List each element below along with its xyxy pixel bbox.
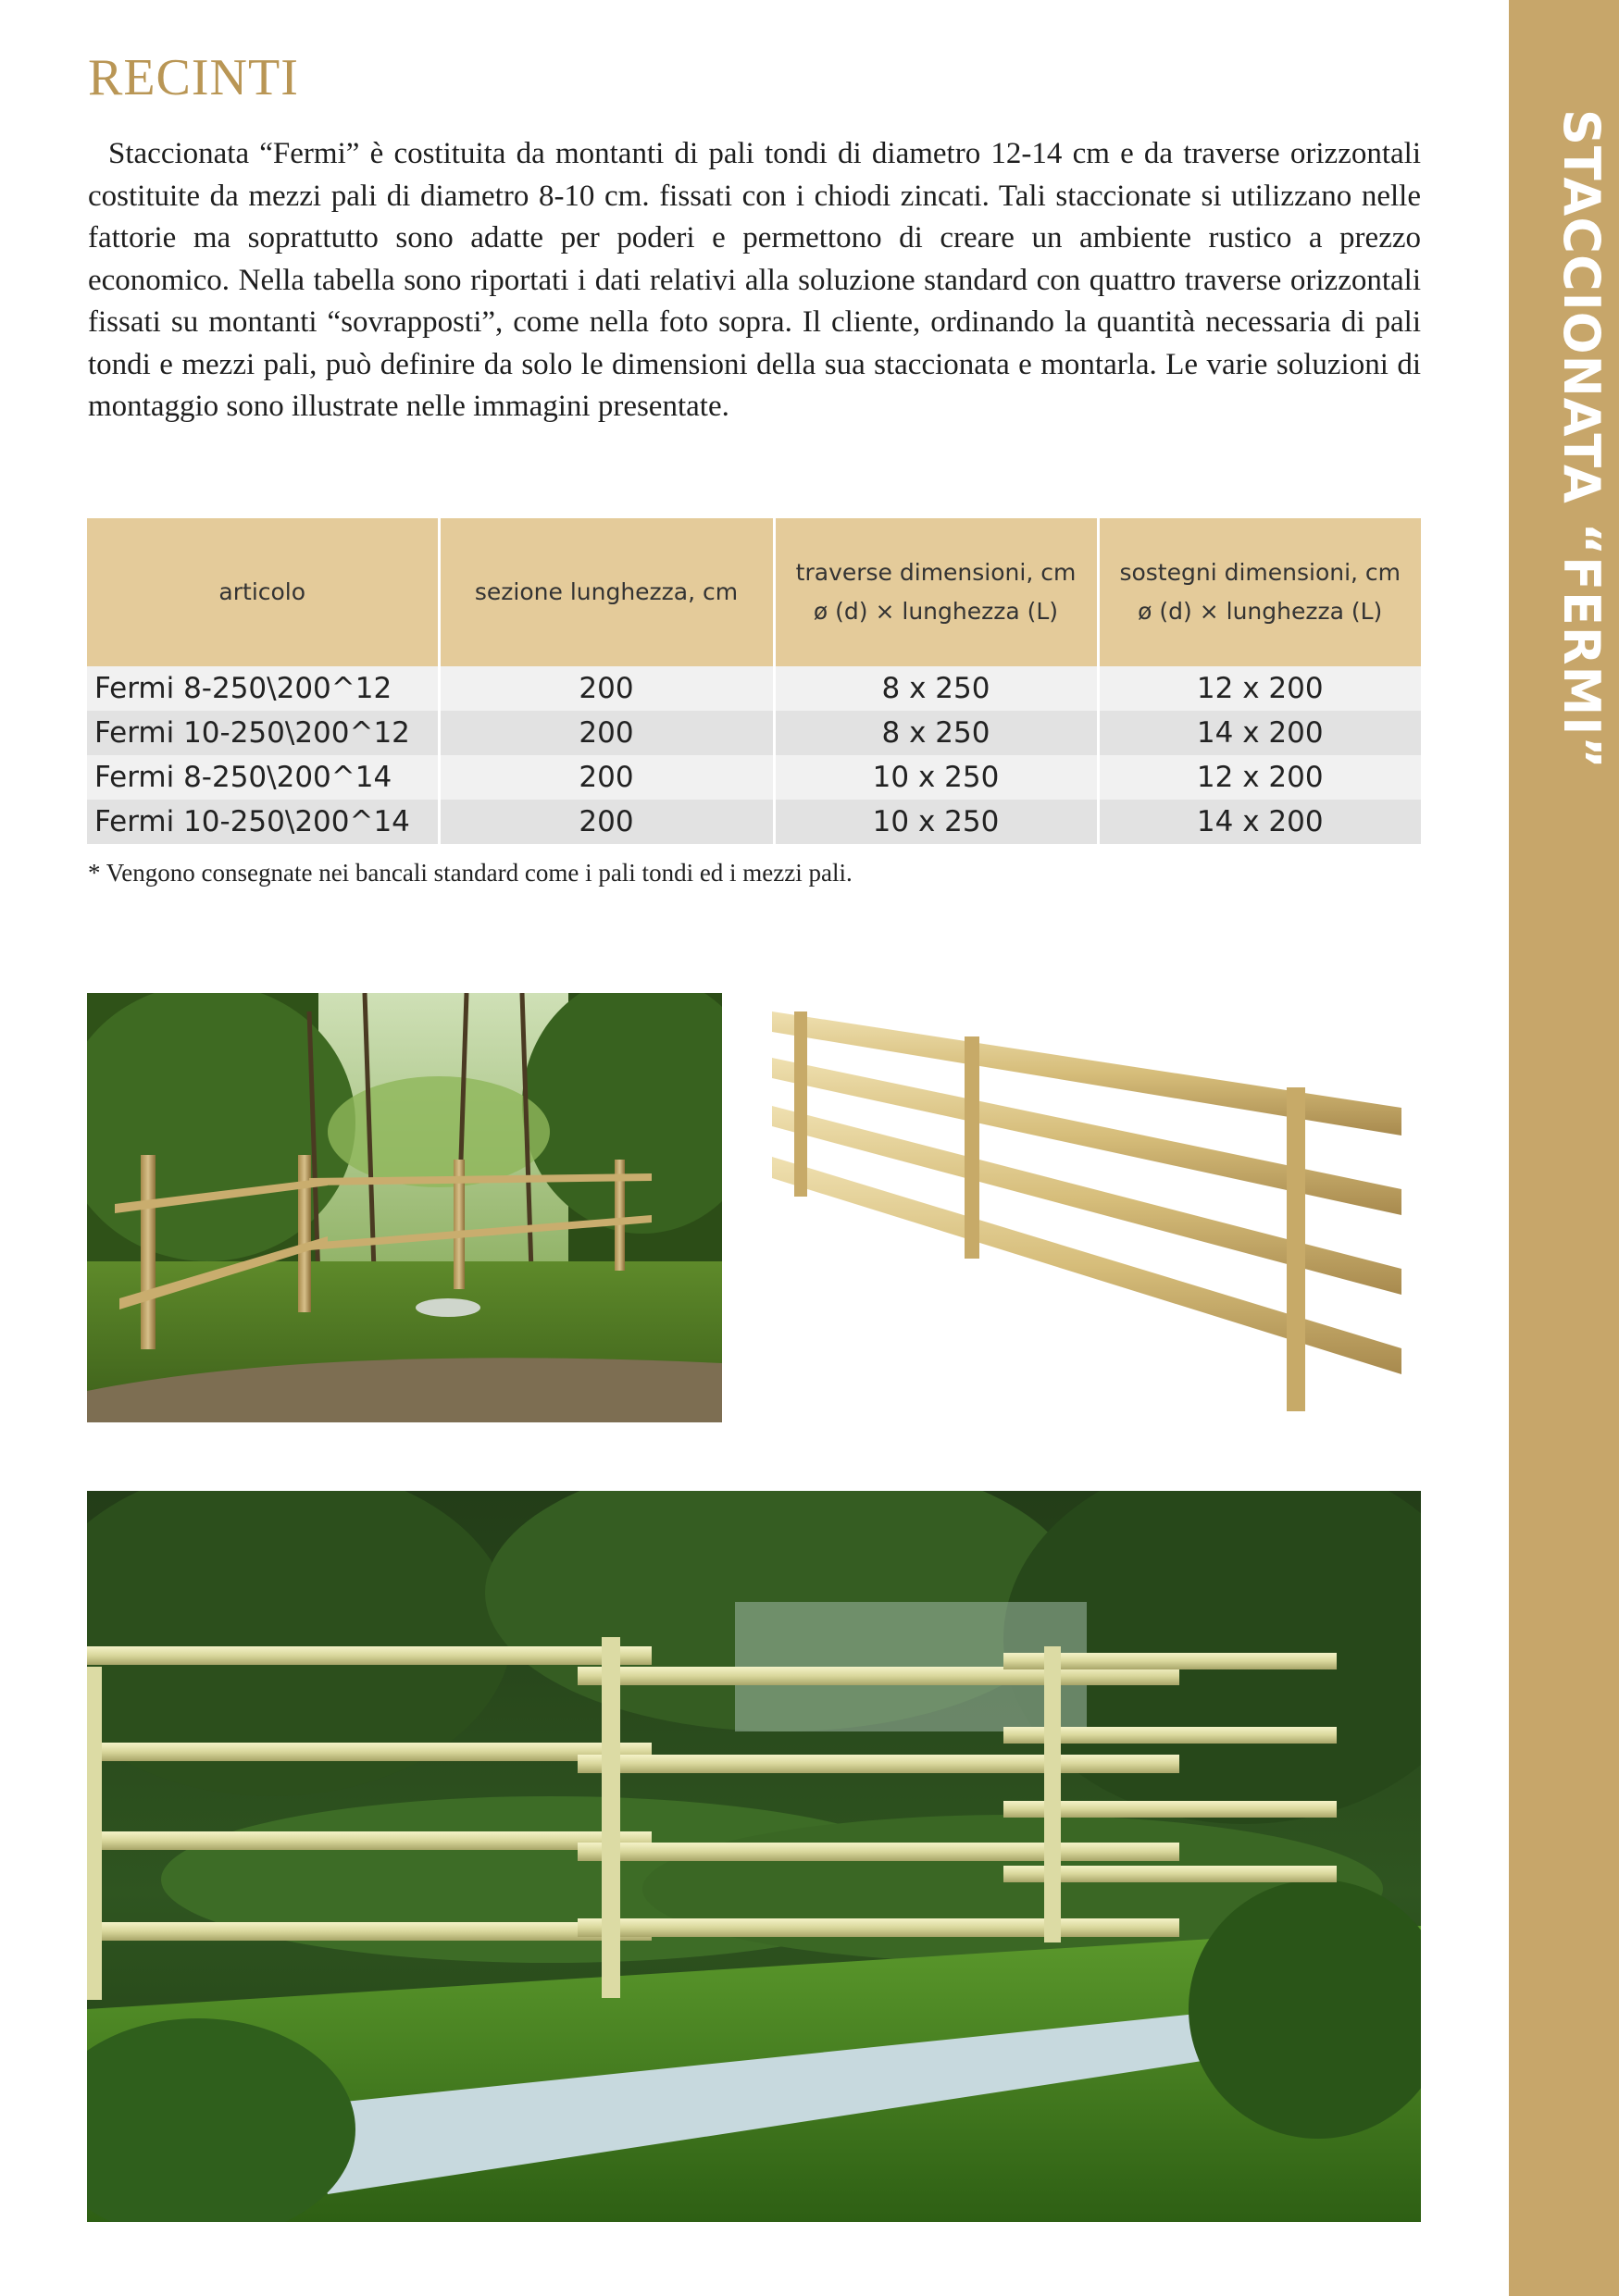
table-row [87, 711, 1421, 755]
intro-paragraph: Staccionata “Fermi” è costituita da montanti di pali tondi di diametro 12-14 cm e da traverse orizzontali costituite da mezzi pali di diametro 8-10 cm. fissati con i chiodi zincati. Tali staccionate si utilizzano nelle fattorie ma soprattutto sono adatte per poderi e permettono di creare un ambiente rustico a prezzo economico. Nella tabella sono riportati i dati relativi alla soluzione standard con quattro traverse orizzontali fissati su montanti “sovrapposti”, come nella foto sopra. Il cliente, ordinando la quantità necessaria di pali tondi e mezzi pali, può definire da solo le dimensioni della sua staccionata e montarla. Le varie soluzioni di montaggio sono illustrate nelle immagini presentate. [88, 137, 1421, 423]
photo-fence-garden [87, 1491, 1421, 2222]
cell-sostegni: 14 x 200 [1098, 711, 1421, 755]
cell-sostegni: 12 x 200 [1098, 755, 1421, 800]
cell-traverse: 8 x 250 [774, 666, 1098, 711]
table-row [87, 666, 1421, 711]
cell-sostegni: 12 x 200 [1098, 666, 1421, 711]
cell-traverse: 8 x 250 [774, 711, 1098, 755]
cell-sezione: 200 [439, 711, 774, 755]
cell-sezione: 200 [439, 755, 774, 800]
cell-sostegni: 14 x 200 [1098, 800, 1421, 844]
header-sezione: sezione lunghezza, cm [439, 518, 774, 666]
cell-sezione: 200 [439, 800, 774, 844]
table-row [87, 800, 1421, 844]
header-articolo: articolo [87, 518, 439, 666]
cell-articolo: Fermi 10-250\200^12 [87, 711, 439, 755]
cell-sezione: 200 [439, 666, 774, 711]
footnote: * Vengono consegnate nei bancali standard come i pali tondi ed i mezzi pali. [88, 859, 853, 887]
page-title: RECINTI [88, 49, 299, 106]
cell-articolo: Fermi 8-250\200^14 [87, 755, 439, 800]
table-row [87, 755, 1421, 800]
cell-articolo: Fermi 8-250\200^12 [87, 666, 439, 711]
photo-fence-render [772, 1004, 1401, 1421]
header-traverse: traverse dimensioni, cm ø (d) × lunghezza (L) [774, 518, 1098, 666]
spec-table [87, 518, 1421, 844]
cell-traverse: 10 x 250 [774, 800, 1098, 844]
table-header-row [87, 518, 1421, 666]
cell-traverse: 10 x 250 [774, 755, 1098, 800]
side-title: STACCIONATA “FERMI” [1552, 109, 1611, 770]
header-sostegni: sostegni dimensioni, cm ø (d) × lunghezza (L) [1098, 518, 1421, 666]
cell-articolo: Fermi 10-250\200^14 [87, 800, 439, 844]
photo-fence-woodland [87, 993, 722, 1422]
